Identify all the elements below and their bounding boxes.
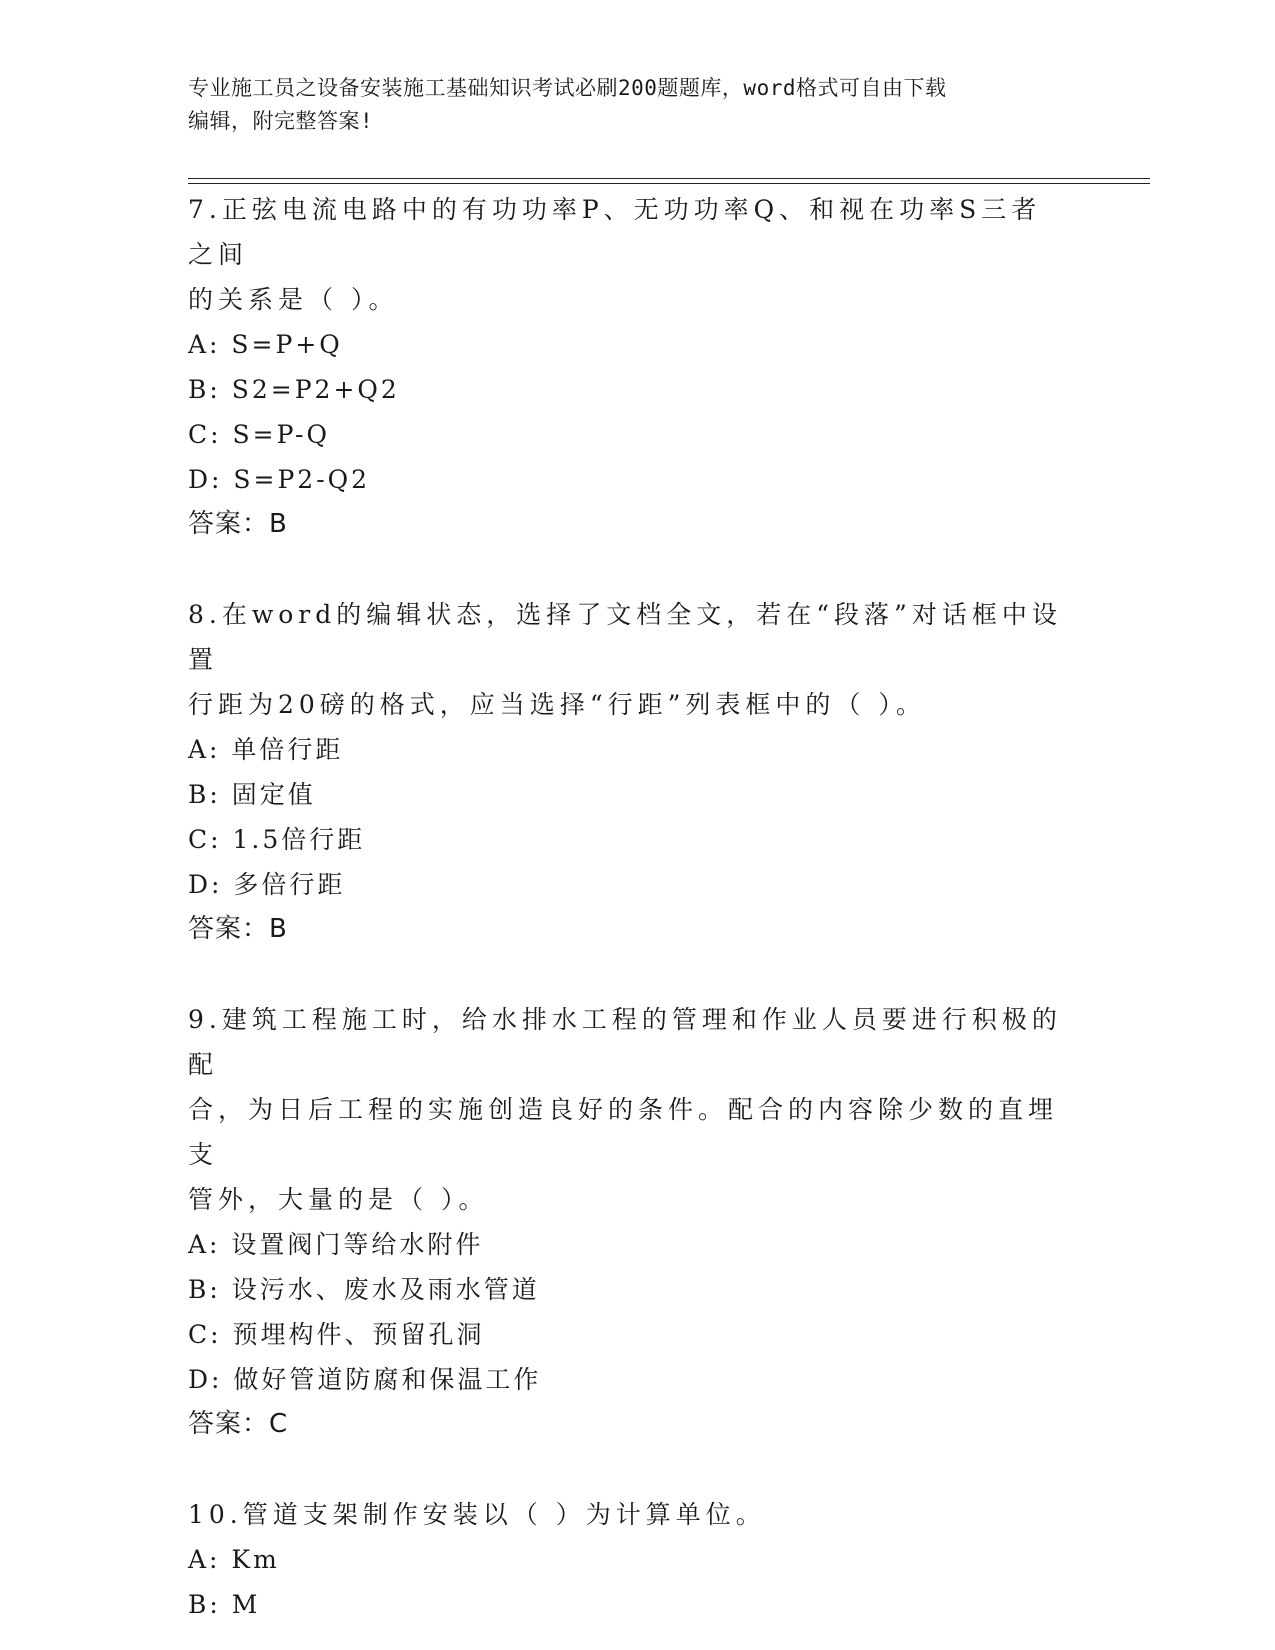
question-spacer [188,547,1068,592]
question-text-line: 8.在word的编辑状态，选择了文档全文，若在“段落”对话框中设置 [188,600,1062,674]
question-text-line: 的关系是（ ）。 [188,285,399,314]
option-b: B: 设污水、废水及雨水管道 [188,1275,540,1304]
document-header [188,72,1068,138]
question-text-line: 行距为20磅的格式，应当选择“行距”列表框中的（ ）。 [188,690,926,719]
answer-label: 答案：B [188,509,288,539]
option-b: B: 固定值 [188,780,316,809]
option-d: D: 做好管道防腐和保温工作 [188,1365,542,1394]
header-line-2: 编辑，附完整答案! [188,109,374,133]
question-text-line: 管外，大量的是（ ）。 [188,1185,489,1214]
header-divider-bottom [188,183,1150,184]
question-spacer [188,1447,1068,1492]
question-spacer [188,952,1068,997]
option-a: A: 设置阀门等给水附件 [188,1230,484,1259]
header-line-1: 专业施工员之设备安装施工基础知识考试必刷200题题库，word格式可自由下载 [188,76,947,100]
option-a: A: 单倍行距 [188,735,344,764]
question-8 [188,592,1068,952]
header-divider-top [188,178,1150,179]
question-9 [188,997,1068,1447]
option-b: B: S2=P2+Q2 [188,375,400,404]
option-c: C: 预埋构件、预留孔洞 [188,1320,485,1349]
option-d: D: 多倍行距 [188,870,346,899]
question-text-line: 9.建筑工程施工时，给水排水工程的管理和作业人员要进行积极的配 [188,1005,1062,1079]
option-a: A: Km [188,1545,280,1574]
answer-label: 答案：C [188,1409,289,1439]
option-c: C: S=P-Q [188,420,330,449]
question-7 [188,187,1068,547]
question-list [188,187,1068,1627]
option-c: C: 1.5倍行距 [188,825,366,854]
question-text-line: 10.管道支架制作安装以（ ）为计算单位。 [188,1500,766,1529]
option-b: B: M [188,1590,261,1619]
option-d: D: S=P2-Q2 [188,465,371,494]
question-10 [188,1492,1068,1627]
answer-label: 答案：B [188,914,288,944]
question-text-line: 7.正弦电流电路中的有功功率P、无功功率Q、和视在功率S三者之间 [188,195,1042,269]
option-a: A: S=P+Q [188,330,343,359]
question-text-line: 合，为日后工程的实施创造良好的条件。配合的内容除少数的直埋支 [188,1095,1059,1169]
